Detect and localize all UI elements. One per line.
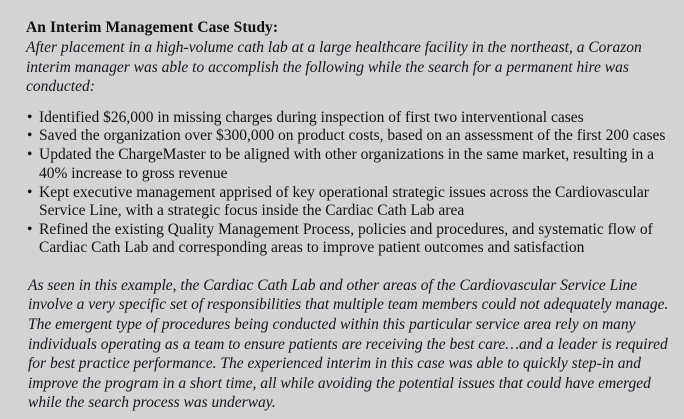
closing-paragraph: As seen in this example, the Cardiac Cath Lab and other areas of the Cardiovascular Service Line involve a very specific set of responsibilities that multiple team members could not adequately manage. The emergent type of procedures being conducted within this particular service area rely on many individuals operating as a team to ensure patients are receiving the best care…and a leader is required for best practice performance. The experienced interim in this case was able to quickly step-in and improve the program in a short time, all while avoiding the potential issues that could have emerged while the search process was underway.: [28, 276, 669, 412]
list-item: [26, 221, 678, 258]
bullet-point-icon: •: [27, 183, 33, 201]
page-title: An Interim Management Case Study:: [26, 19, 279, 36]
bullet-point-icon: •: [27, 108, 33, 126]
list-item-text: Identified $26,000 in missing charges during inspection of first two interventional cases: [39, 108, 584, 126]
list-item: [26, 109, 678, 127]
bullet-point-icon: •: [27, 146, 33, 164]
list-item-text: Refined the existing Quality Management Process, policies and procedures, and systematic flow of Cardiac Cath Lab and corresponding areas to improve patient outcomes and satisfaction: [39, 220, 653, 257]
list-item: [26, 146, 678, 183]
list-item: [26, 127, 678, 145]
list-item-text: Kept executive management apprised of key operational strategic issues across the Cardiovascular Service Line, with a strategic focus inside the Cardiac Cath Lab area: [39, 183, 649, 220]
bullet-point-icon: •: [27, 220, 33, 238]
list-item: [26, 184, 678, 221]
list-item-text: Saved the organization over $300,000 on product costs, based on an assessment of the first 200 cases: [39, 127, 666, 145]
bullet-point-icon: •: [27, 127, 33, 145]
intro-paragraph: After placement in a high-volume cath lab at a large healthcare facility in the northeast, a Corazon interim manager was able to accomplish the following while the search for a permanent hire was conducted:: [26, 39, 642, 95]
list-item-text: Updated the ChargeMaster to be aligned with other organizations in the same market, resulting in a 40% increase to gross revenue: [39, 146, 654, 182]
accomplishments-list: [26, 109, 678, 258]
